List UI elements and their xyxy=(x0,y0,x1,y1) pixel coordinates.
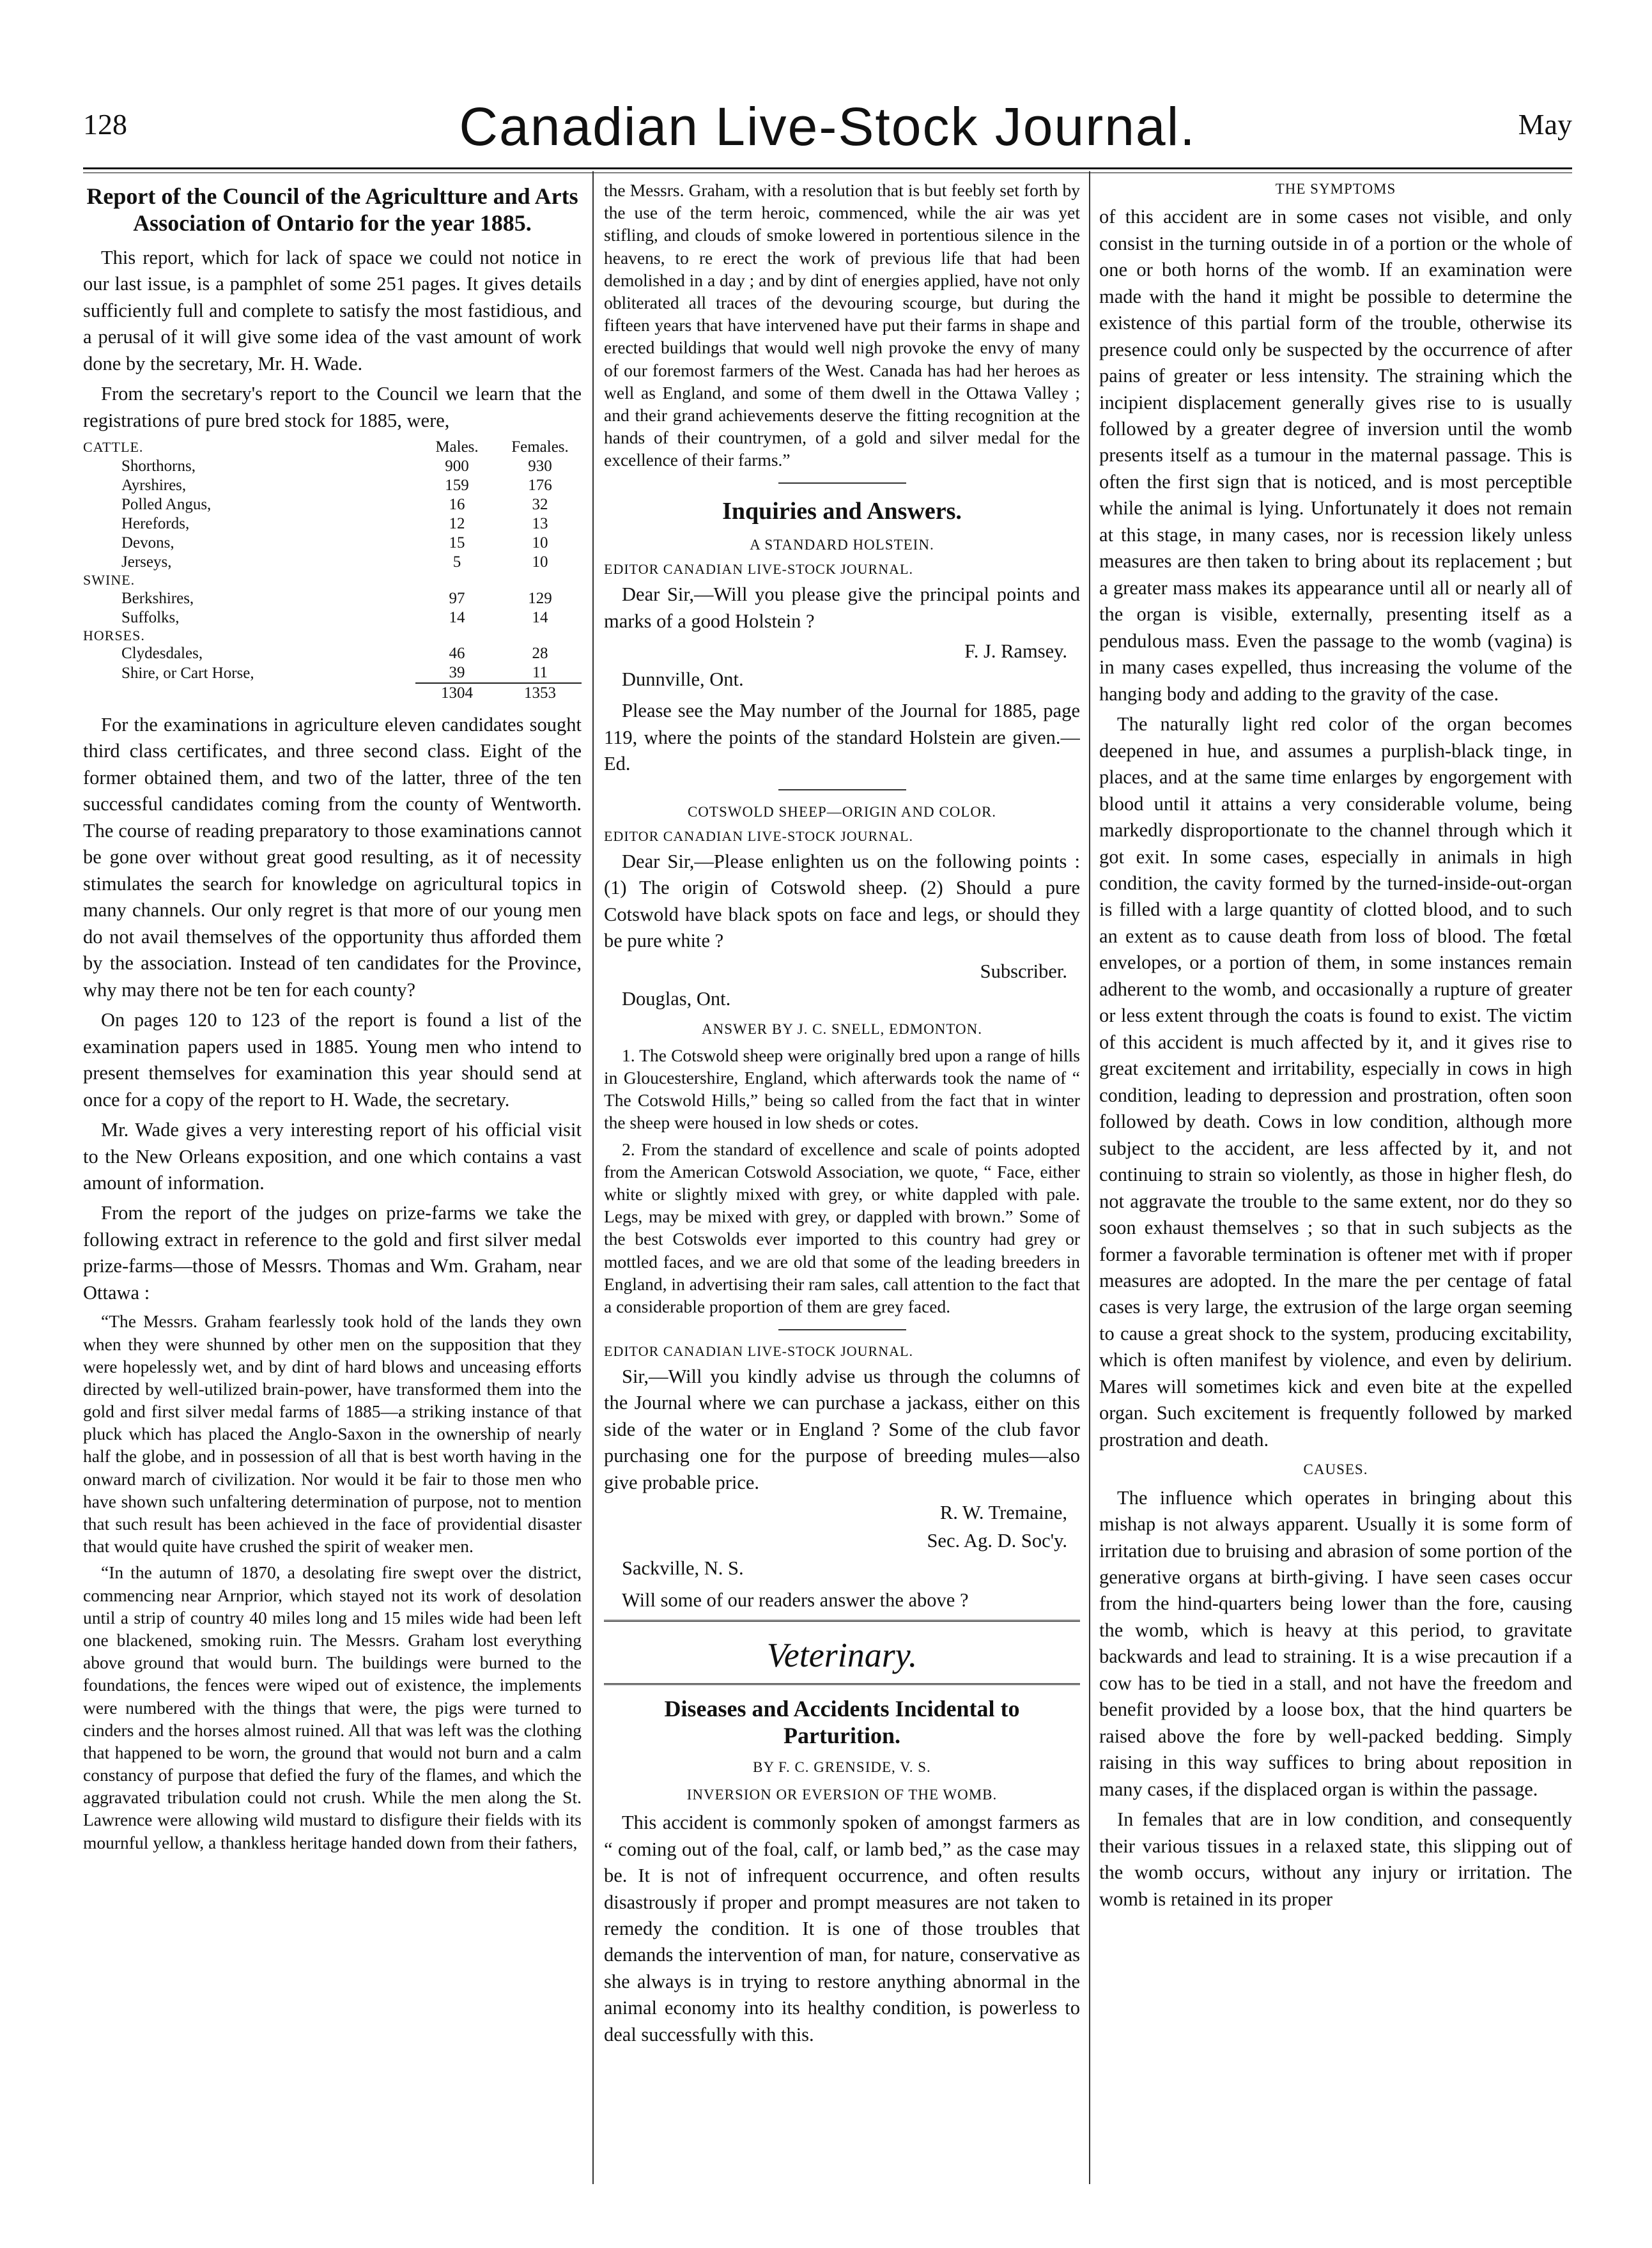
symptoms-heading: THE SYMPTOMS xyxy=(1275,181,1396,197)
issue-month: May xyxy=(1518,108,1572,141)
article-heading: Diseases and Accidents Incidental to Parturition. xyxy=(664,1695,1020,1749)
breed-name: Shire, or Cart Horse, xyxy=(121,664,254,682)
breed-name: Devons, xyxy=(121,534,174,552)
breed-name: Ayrshires, xyxy=(121,477,187,495)
editor-salutation: EDITOR CANADIAN LIVE-STOCK JOURNAL. xyxy=(604,828,913,844)
letter-signature: Subscriber. xyxy=(980,960,1067,982)
journal-title: Canadian Live-Stock Journal. xyxy=(459,96,1196,157)
veterinary-section-title: Veterinary. xyxy=(766,1636,918,1675)
letter-text: Sir,—Will you kindly advise us through the columns of the Journal where we can purchase a jackass, either on this side of the water or in England ? Some of the club favor purchasing one for the purpose of breeding mules—also give probable price. xyxy=(604,1365,1080,1493)
report-paragraph: This report, which for lack of space we could not notice in our last issue, is a pamphlet of some 251 pages. It gives details sufficiently full and complete to satisfy the most fastidious, and a perusal of it will give some idea of the vast amount of work done by the secretary, Mr. H. Wade. xyxy=(83,246,582,374)
breed-name: Jerseys, xyxy=(121,553,172,571)
female-count: 13 xyxy=(532,515,548,533)
answer-paragraph: 1. The Cotswold sheep were originally bred upon a range of hills in Gloucestershire, England, which afterwards took the name of “ The Cotswold Hills,” being so called from the fact that in winter the sheep were housed in low sheds or cotes. xyxy=(604,1045,1080,1133)
prize-farm-quote: “The Messrs. Graham fearlessly took hold of the lands they own when they were shunned by other men on the supposition that they were hopelessly wet, and by dint of hard blows and unceasing efforts directed by well-utilized brain-power, have transformed them into the gold and first silver medal farms of 1885—a striking instance of that pluck which has placed the Anglo-Saxon in the ownership of nearly half the globe, and in possession of all that is best worth having in the onward march of civilization. Nor would it be fair to those men who have shown such unfaltering determination of purpose, not to mention that such result has been achieved in the face of providential disaster that would quite have crushed the spirit of weaker men. xyxy=(83,1311,582,1557)
male-count: 14 xyxy=(449,608,465,626)
male-count: 97 xyxy=(449,589,465,607)
letter-place: Dunnville, Ont. xyxy=(622,668,744,690)
letter-place: Sackville, N. S. xyxy=(622,1557,744,1580)
female-count: 930 xyxy=(528,458,552,475)
column-3 xyxy=(1099,179,1572,2185)
male-count: 159 xyxy=(445,477,469,495)
female-count: 14 xyxy=(532,608,548,626)
editor-answer: Please see the May number of the Journal for 1885, page 119, where the points of the standard Holstein are given.—Ed. xyxy=(604,700,1080,775)
answer-byline: ANSWER BY J. C. SNELL, EDMONTON. xyxy=(702,1020,982,1037)
breed-name: Clydesdales, xyxy=(121,645,203,662)
section-rule xyxy=(604,1683,1080,1689)
female-count: 129 xyxy=(528,589,552,607)
total-females: 1353 xyxy=(498,683,582,703)
editor-salutation: EDITOR CANADIAN LIVE-STOCK JOURNAL. xyxy=(604,561,913,578)
letter-place: Douglas, Ont. xyxy=(622,988,731,1010)
female-count: 11 xyxy=(532,664,548,681)
letter-text: Dear Sir,—Please enlighten us on the following points : (1) The origin of Cotswold sheep. (2) Should a pure Cotswold have black spots on face and legs, or should they be pure white ? xyxy=(604,850,1080,952)
report-paragraph: From the secretary's report to the Council we learn that the registrations of pure bred stock for 1885, were, xyxy=(83,383,582,431)
female-count: 10 xyxy=(532,553,548,571)
inquiry-title: A STANDARD HOLSTEIN. xyxy=(750,537,934,553)
breed-name: Polled Angus, xyxy=(121,496,212,514)
section-divider xyxy=(778,789,906,790)
column-1 xyxy=(83,179,582,2185)
prize-farm-quote: “In the autumn of 1870, a desolating fire swept over the district, commencing near Arnprior, which stayed not its work of desolation until a strip of country 40 miles long and 15 miles wide had been left one blackened, smoking ruin. The Messrs. Graham lost everything above ground that would burn. The buildings were burned to the foundations, the fences were wiped out of existence, the implements were numbered with the things that were, the pigs were turned to cinders and the horses almost ruined. All that was left was the clothing that happened to be worn, the ground that would not burn and a calm constancy of purpose that defied the fury of the flames, and which the aggravated tribulation could not crush. While the men along the St. Lawrence were allowing wild mustard to disfigure their fields with its mournful yellow, a thankless heritage handed down from their fathers, xyxy=(83,1562,582,1852)
article-paragraph: of this accident are in some cases not visible, and only consist in the turning outside in of a portion or the whole of one or both horns of the womb. If an examination were made with the hand it might be possible to determine the existence of this partial form of the trouble, otherwise its presence could only be suspected by the occurrence of after pains of greater or less intensity. The straining which the incipient displacement generally gives rise to is usually followed by a greater degree of inversion until the womb presents itself as a tumour in the maternal passage. This is often the first sign that is noticed, and is most perceptible while the animal is lying. Unfortunately it does not remain at this stage, in many cases, nor is recession likely unless measures are then taken to bring about its replacement ; but a greater mass makes its appearance until all or nearly all of the organ is visible, externally, presenting itself as a pendulous mass. Even the passage to the womb (vagina) is in many cases expelled, thus increasing the volume of the hanging body and adding to the gravity of the case. xyxy=(1099,206,1572,705)
letter-text: Dear Sir,—Will you please give the principal points and marks of a good Holstein ? xyxy=(604,583,1080,632)
registrations-table xyxy=(83,438,582,703)
breed-name: Berkshires, xyxy=(121,589,194,607)
female-count: 10 xyxy=(532,534,548,552)
editor-note: Will some of our readers answer the above ? xyxy=(622,1589,969,1611)
breed-name: Suffolks, xyxy=(121,608,180,626)
breed-name: Herefords, xyxy=(121,515,190,533)
group-label: CATTLE. xyxy=(83,439,144,456)
article-subheading: INVERSION OR EVERSION OF THE WOMB. xyxy=(686,1786,998,1803)
female-count: 28 xyxy=(532,645,548,662)
report-paragraph: For the examinations in agriculture eleven candidates sought third class certificates, and three second class. Eight of the former obtained them, and two of the latter, three of the ten successful candidates coming from the county of Wentworth. The course of reading preparatory to those examinations cannot be gone over without great good resulting, as it of necessity stimulates the search for knowledge on agricultural topics in many channels. Our only regret is that more of our young men do not avail themselves of the opportunity thus afforded them by the association. Instead of ten candidates for the Province, why may there not be ten for each county? xyxy=(83,714,582,1001)
letter-signature-title: Sec. Ag. D. Soc'y. xyxy=(927,1529,1067,1551)
column-divider-2 xyxy=(1089,171,1090,2184)
page-number: 128 xyxy=(83,108,127,141)
column-header-females: Females. xyxy=(511,438,569,456)
section-rule xyxy=(604,1620,1080,1626)
male-count: 16 xyxy=(449,496,465,514)
report-paragraph: From the report of the judges on prize-farms we take the following extract in reference to the gold and first silver medal prize-farms—those of Messrs. Thomas and Wm. Graham, near Ottawa : xyxy=(83,1202,582,1304)
inquiries-heading: Inquiries and Answers. xyxy=(722,498,962,525)
report-paragraph: Mr. Wade gives a very interesting report of his official visit to the New Orleans exposition, and one which contains a vast amount of information. xyxy=(83,1119,582,1194)
column-header-males: Males. xyxy=(435,438,479,456)
causes-heading: CAUSES. xyxy=(1303,1461,1368,1478)
column-divider-1 xyxy=(592,171,594,2184)
male-count: 12 xyxy=(449,515,465,533)
male-count: 46 xyxy=(449,645,465,662)
male-count: 5 xyxy=(452,553,461,571)
group-label: SWINE. xyxy=(83,572,135,589)
group-label: HORSES. xyxy=(83,627,145,643)
female-count: 32 xyxy=(532,496,548,514)
section-divider xyxy=(778,482,906,484)
article-paragraph: The naturally light red color of the organ becomes deepened in hue, and assumes a purplish-black tinge, in places, and at the same time enlarges by engorgement with blood until it attains a very considerable volume, being markedly disproportionate to the channel through which it got exit. In some cases, especially in animals in high condition, the cavity formed by the turned-inside-out-organ is filled with a large quantity of clotted blood, and to such an extent as to cause death from loss of blood. The fœtal envelopes, or a portion of them, in some instances remain adherent to the womb, and occasionally a rupture of greater or less extent through the coats is found to exist. The victim of this accident is much affected by it, and it gives rise to great excitement and irritability, especially in cows in high condition, leading to depression and prostration, often soon followed by death. Cows in low condition, although more subject to the accident, are less affected by it, and not continuing to strain so violently, as those in higher flesh, do not aggravate the trouble to the same extent, nor do they so soon exhaust themselves ; so that in such subjects as the former a favorable termination is oftener met with if proper measures are adopted. In the mare the per centage of fatal cases is very large, the extrusion of the large organ seeming to cause a great shock to the system, producing excitability, which is often manifest by violence, and even by delirium. Mares will sometimes kick and even bite at the expelled organ. Such excitement is frequently followed by marked prostration and death. xyxy=(1099,713,1572,1451)
report-heading: Report of the Council of the Agricultture and Arts Association of Ontario for the year 1885. xyxy=(86,183,578,236)
header-rule xyxy=(83,167,1572,169)
section-divider xyxy=(778,1329,906,1330)
article-paragraph: In females that are in low condition, and consequently their various tissues in a relaxed state, this slipping out of the womb occurs, without any injury or irritation. The womb is retained in its proper xyxy=(1099,1808,1572,1910)
total-males: 1304 xyxy=(415,683,498,703)
article-paragraph: The influence which operates in bringing about this mishap is not always apparent. Usually it is some form of irritation due to bruising and abrasion of some portion of the generative organs at birth-giving. I have seen cases occur from the hind-quarters being lower than the fore, causing the womb, which is heavy at this period, to gravitate backwards and lead to straining. It is a wise precaution if a cow has to be tied in a stall, and not have the freedom and benefit provided by a loose box, that the hind quarters be raised above the fore by well-packed bedding. Simply raising in this way suffices to bring about reposition in many cases, if the displaced organ is within the passage. xyxy=(1099,1486,1572,1800)
letter-signature: F. J. Ramsey. xyxy=(964,640,1067,663)
male-count: 39 xyxy=(449,664,465,681)
prize-farm-quote-continued: the Messrs. Graham, with a resolution that is but feebly set forth by the use of the term heroic, commenced, while the air was yet stifling, and clouds of smoke lowered in portentious silence in the heavens, to re erect the work of previous life that had been demolished in a day ; and by dint of energies applied, have not only obliterated all traces of the devouring scourge, but during the fifteen years that have intervened have put their farms in shape and erected buildings that would well nigh provoke the envy of many of our foremost farmers of the West. Canada has had her heroes as well as England, and some of them dwell in the Ottawa Valley ; and their grand achievements deserve the fitting recognition at the hands of their countrymen, of a gold and silver medal for the excellence of their farms.” xyxy=(604,180,1080,470)
page-header xyxy=(83,96,1572,166)
editor-salutation: EDITOR CANADIAN LIVE-STOCK JOURNAL. xyxy=(604,1343,913,1360)
female-count: 176 xyxy=(528,477,552,495)
letter-signature: R. W. Tremaine, xyxy=(939,1502,1067,1524)
breed-name: Shorthorns, xyxy=(121,458,196,475)
article-byline: BY F. C. GRENSIDE, V. S. xyxy=(753,1759,931,1775)
male-count: 15 xyxy=(449,534,465,552)
article-paragraph: This accident is commonly spoken of amongst farmers as “ coming out of the foal, calf, or lamb bed,” as the case may be. It is not of infrequent occurrence, and often results disastrously if proper and prompt measures are not taken to remedy the condition. It is one of those troubles that demands the intervention of man, for nature, conservative as she always is in trying to restore anything abnormal in the animal economy into its healthy condition, is powerless to deal successfully with this. xyxy=(604,1812,1080,2045)
inquiry-title: COTSWOLD SHEEP—ORIGIN AND COLOR. xyxy=(687,803,997,820)
column-2 xyxy=(604,179,1080,2185)
answer-paragraph: 2. From the standard of excellence and scale of points adopted from the American Cotswold Association, we quote, “ Face, either white or slightly mixed with grey, or white dappled with pale. Legs, may be mixed with grey, or dappled with brown.” Some of the best Cotswolds ever imported to this country had grey or mottled faces, and we are old that some of the leading breeders in England, in advertising their ram sales, call attention to the fact that a considerable proportion of them are grey faced. xyxy=(604,1139,1080,1316)
report-paragraph: On pages 120 to 123 of the report is found a list of the examination papers used in 1885. Young men who intend to present themselves for examination this year should send at once for a copy of the report to H. Wade, the secretary. xyxy=(83,1009,582,1111)
male-count: 900 xyxy=(445,458,469,475)
